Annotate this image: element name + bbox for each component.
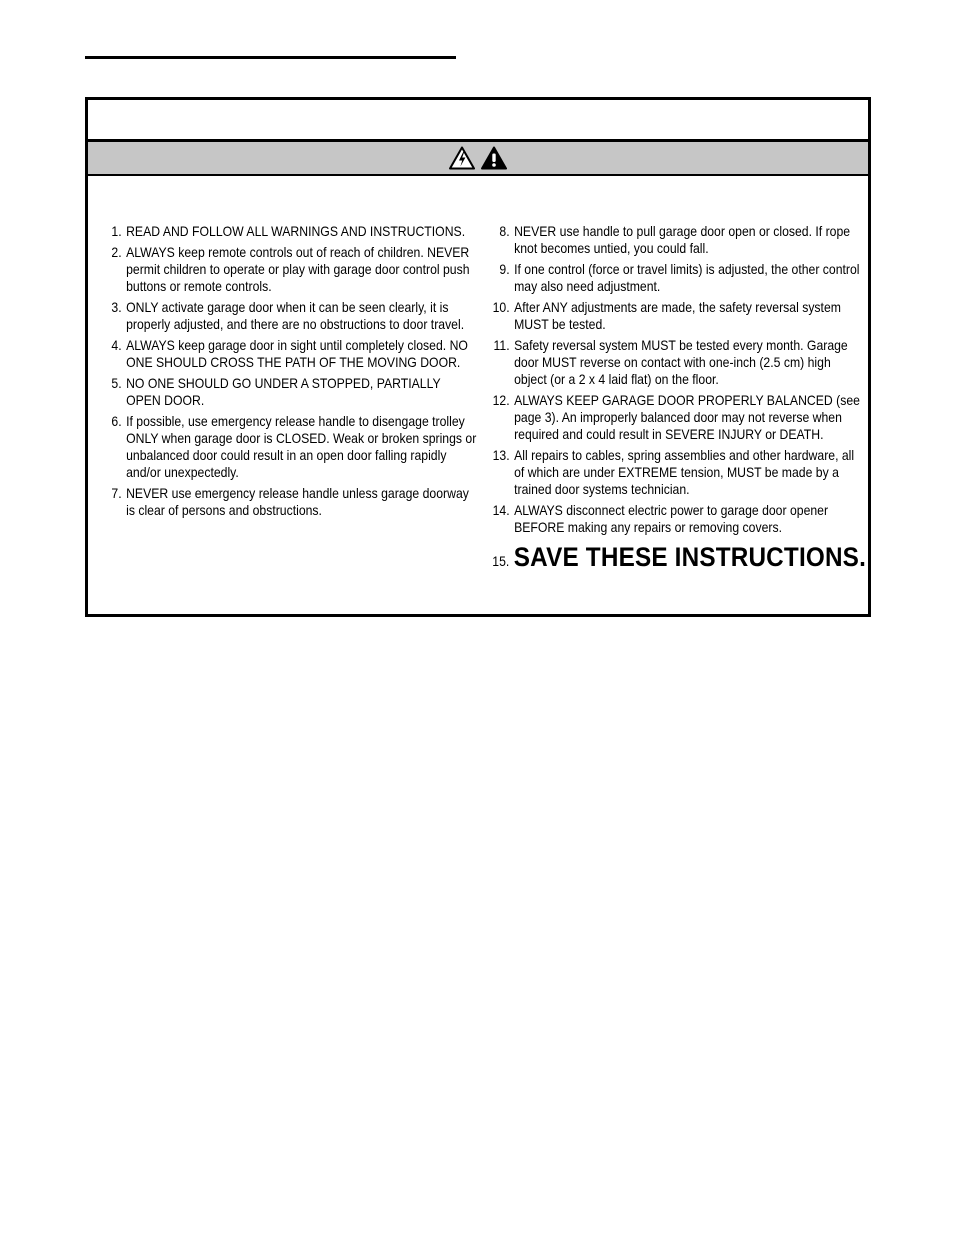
item-text: ALWAYS KEEP GARAGE DOOR PROPERLY BALANCED (see page 3). An improperly balanced door may not reverse when required and could result in SEVERE INJURY or DEATH.	[514, 393, 860, 442]
item-text: NEVER use emergency release handle unless garage doorway is clear of persons and obstructions.	[126, 486, 469, 518]
safety-signal-bar	[88, 142, 868, 176]
list-item	[100, 337, 478, 371]
item-number: 13.	[492, 448, 510, 463]
electric-shock-warning-icon	[449, 146, 475, 170]
item-number: 1.	[111, 224, 122, 239]
item-number: 2.	[111, 245, 122, 260]
list-item	[488, 392, 866, 443]
item-number: 6.	[111, 414, 122, 429]
list-item	[100, 244, 478, 295]
list-item	[488, 337, 866, 388]
item-text: ALWAYS disconnect electric power to garage door opener BEFORE making any repairs or removing covers.	[514, 503, 829, 535]
item-number: 5.	[111, 376, 122, 391]
item-number: 8.	[499, 224, 510, 239]
top-rule	[85, 56, 456, 59]
item-text: NEVER use handle to pull garage door open or closed. If rope knot becomes untied, you could fall.	[514, 224, 851, 256]
item-text: After ANY adjustments are made, the safety reversal system MUST be tested.	[514, 300, 841, 332]
save-instructions-item	[488, 542, 866, 572]
item-number: 15.	[492, 554, 510, 569]
exclamation-warning-icon	[481, 146, 507, 170]
item-text: If possible, use emergency release handle to disengage trolley ONLY when garage door is CLOSED. Weak or broken springs or unbalanced door could result in an open door falling rapidly and/or unexpectedly.	[126, 414, 477, 480]
item-text: ALWAYS keep remote controls out of reach of children. NEVER permit children to operate or play with garage door control push buttons or remote controls.	[126, 245, 470, 294]
item-number: 14.	[492, 503, 510, 518]
item-text: Safety reversal system MUST be tested every month. Garage door MUST reverse on contact with one-inch (2.5 cm) high object (or a 2 x 4 laid flat) on the floor.	[514, 338, 848, 387]
item-number: 9.	[499, 262, 510, 277]
item-text: If one control (force or travel limits) is adjusted, the other control may also need adjustment.	[514, 262, 860, 294]
list-item	[488, 299, 866, 333]
list-item	[100, 485, 478, 519]
item-text: ONLY activate garage door when it can be seen clearly, it is properly adjusted, and there are no obstructions to door travel.	[126, 300, 465, 332]
list-item	[100, 413, 478, 481]
warning-box-header	[88, 100, 868, 142]
warning-list-left	[100, 223, 478, 523]
item-number: 10.	[492, 300, 510, 315]
item-text: All repairs to cables, spring assemblies and other hardware, all of which are under EXTREME tension, MUST be made by a trained door systems technician.	[514, 448, 855, 497]
item-number: 7.	[111, 486, 122, 501]
list-item	[488, 223, 866, 257]
list-item	[100, 223, 478, 240]
list-item	[488, 261, 866, 295]
list-item	[488, 502, 866, 536]
item-number: 3.	[111, 300, 122, 315]
item-number: 11.	[493, 338, 510, 353]
list-item	[488, 447, 866, 498]
list-item	[100, 299, 478, 333]
item-text: ALWAYS keep garage door in sight until completely closed. NO ONE SHOULD CROSS THE PATH OF THE MOVING DOOR.	[126, 338, 468, 370]
warning-box	[85, 97, 871, 617]
list-item	[100, 375, 478, 409]
item-number: 4.	[111, 338, 122, 353]
item-text: READ AND FOLLOW ALL WARNINGS AND INSTRUCTIONS.	[126, 224, 466, 239]
item-text: NO ONE SHOULD GO UNDER A STOPPED, PARTIALLY OPEN DOOR.	[126, 376, 441, 408]
save-instructions-heading: SAVE THESE INSTRUCTIONS.	[513, 542, 866, 572]
item-number: 12.	[492, 393, 510, 408]
warning-list-right	[488, 223, 866, 572]
